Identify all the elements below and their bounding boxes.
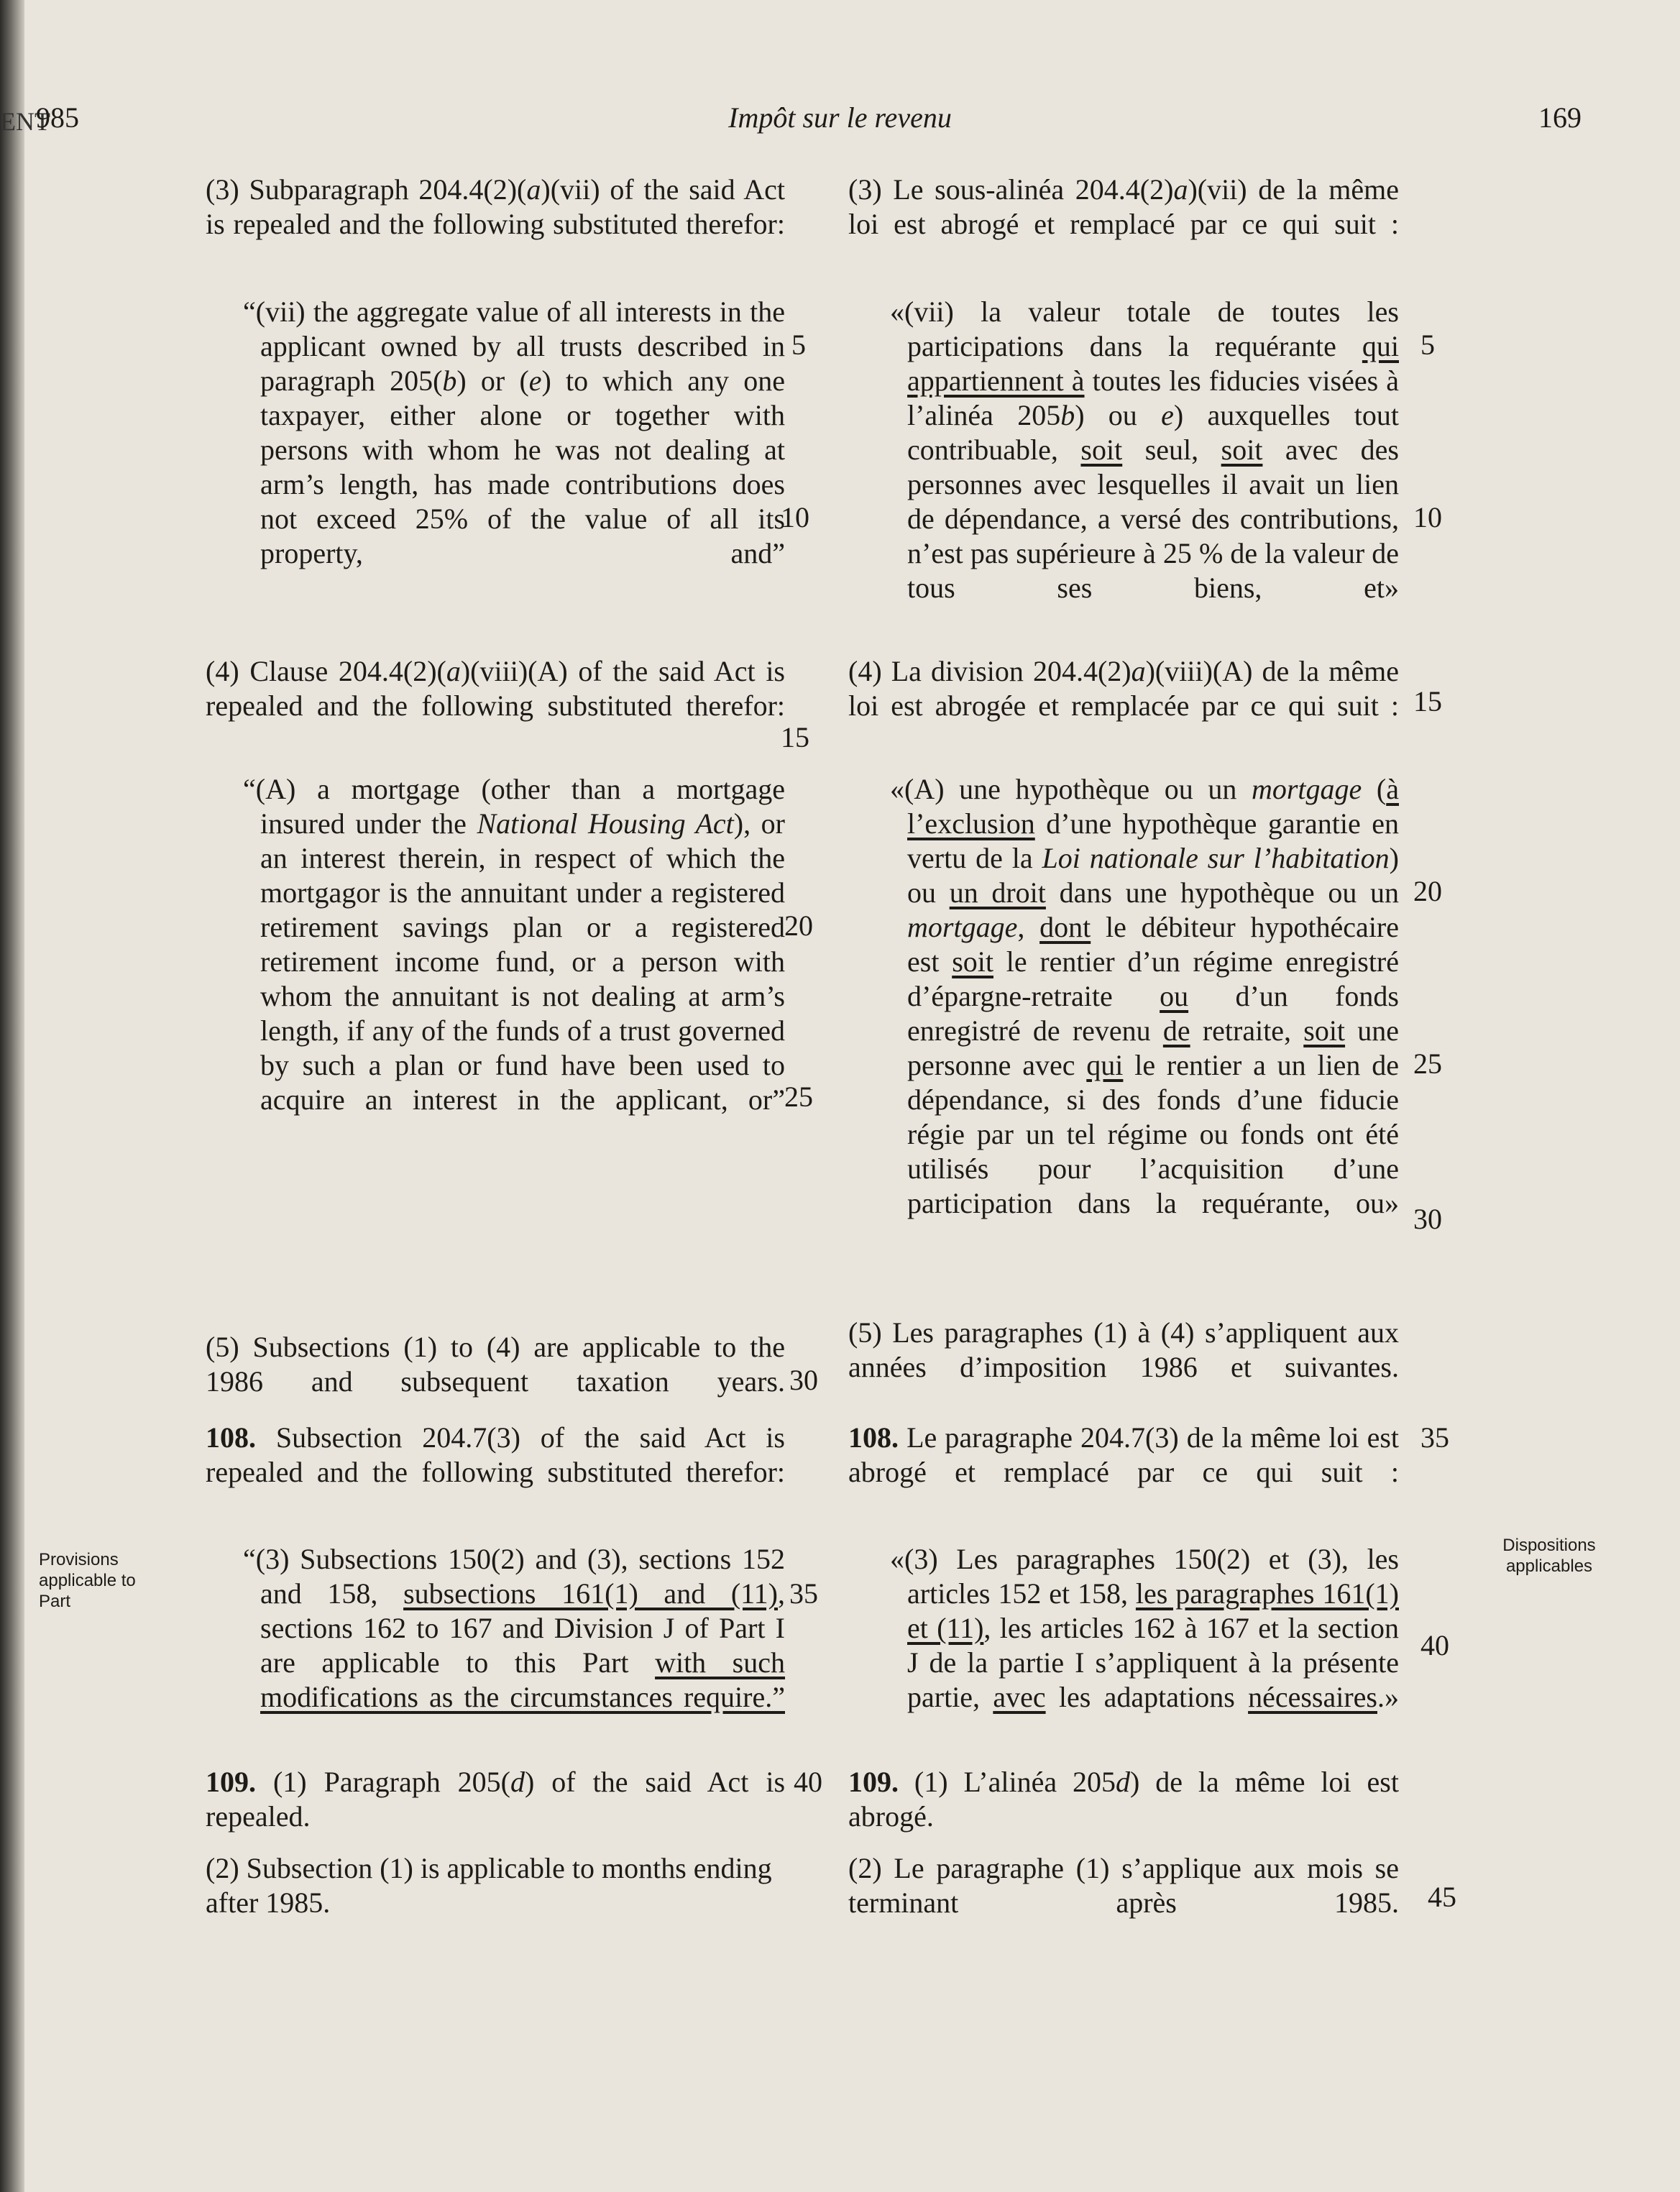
page-edge-mark: ΕΝΤ: [0, 107, 50, 136]
fr-s3-quote: «(vii) la valeur totale de toutes les participations dans la requérante qui appartiennent à toutes les fiducies visées à l’alinéa 205b) ou e) auxquelles tout contribuable, soit seul, soit avec des personnes avec lesquelles il avait un lien de dépendance, a versé des contributions, n’est pas supérieure à 25 % de la valeur de tous ses biens, et»: [890, 295, 1400, 604]
en-line-number-40: 40: [794, 1766, 822, 1798]
page-title: Impôt sur le revenu: [728, 101, 952, 134]
en-s108: 108. Subsection 204.7(3) of the said Act is repealed and the following substituted therefor:: [206, 1421, 785, 1488]
en-line-number-10: 10: [781, 501, 809, 533]
fr-s3: (3) Le sous-alinéa 204.4(2)a)(vii) de la même loi est abrogé et remplacé par ce qui suit :: [848, 173, 1399, 240]
fr-s108-number: 108.: [848, 1421, 899, 1454]
fr-line-number-40: 40: [1420, 1629, 1449, 1661]
fr-s108-quote: «(3) Les paragraphes 150(2) et (3), les articles 152 et 158, les paragraphes 161(1) et (11), les articles 162 à 167 et la section J de la partie I s’appliquent à la présente partie, avec les adaptations nécessaires.»: [890, 1543, 1399, 1713]
fr-s108: 108. Le paragraphe 204.7(3) de la même loi est abrogé et remplacé par ce qui suit :: [848, 1421, 1399, 1488]
en-line-number-35: 35: [789, 1577, 818, 1610]
en-line-number-25: 25: [784, 1081, 813, 1113]
en-s109: 109. (1) Paragraph 205(d) of the said Act is repealed.: [206, 1766, 786, 1833]
fr-s109: 109. (1) L’alinéa 205d) de la même loi est abrogé.: [848, 1766, 1399, 1833]
fr-s5: (5) Les paragraphes (1) à (4) s’appliquent aux années d’imposition 1986 et suivantes.: [848, 1316, 1399, 1383]
en-s3-quote: “(vii) the aggregate value of all interests in the applicant owned by all trusts described in paragraph 205(b) or (e) to which any one taxpayer, either alone or together with persons with whom he was not dealing at arm’s length, has made contributions does not exceed 25% of the value of all its property, and”: [243, 295, 785, 569]
en-s108-quote: “(3) Subsections 150(2) and (3), sections 152 and 158, subsections 161(1) and (11), sections 162 to 167 and Division J of Part I are applicable to this Part with such modifications as the circumstances require.”: [243, 1543, 786, 1713]
book-binding-shadow: [0, 0, 24, 2192]
en-line-number-20: 20: [784, 909, 813, 942]
fr-s109-number: 109.: [848, 1766, 899, 1798]
fr-line-number-45: 45: [1428, 1881, 1456, 1913]
fr-s109-2: (2) Le paragraphe (1) s’applique aux mois se terminant après 1985.: [848, 1852, 1399, 1919]
en-line-number-30: 30: [789, 1364, 818, 1396]
page-number: 169: [1538, 101, 1582, 134]
en-s109-2: (2) Subsection (1) is applicable to months ending after 1985.: [206, 1852, 772, 1919]
fr-line-number-30: 30: [1413, 1203, 1442, 1235]
fr-line-number-20: 20: [1413, 875, 1442, 907]
en-s108-number: 108.: [206, 1421, 256, 1454]
fr-line-number-15: 15: [1413, 685, 1442, 717]
header-year: 985: [36, 101, 79, 134]
margin-note-provisions: Provisions applicable to Part: [39, 1550, 136, 1611]
margin-note-dispositions: Dispositions applicables: [1502, 1536, 1596, 1576]
en-line-number-15: 15: [781, 721, 809, 753]
en-s3: (3) Subparagraph 204.4(2)(a)(vii) of the said Act is repealed and the following substituted therefor:: [206, 173, 786, 240]
en-line-number-5: 5: [791, 329, 806, 361]
en-s4: (4) Clause 204.4(2)(a)(viii)(A) of the said Act is repealed and the following substituted therefor:: [206, 655, 785, 722]
en-s4-quote: “(A) a mortgage (other than a mortgage insured under the National Housing Act), or an interest therein, in respect of which the mortgagor is the annuitant under a registered retirement savings plan or a registered retirement income fund, or a person with whom the annuitant is not dealing at arm’s length, if any of the funds of a trust governed by such a plan or fund have been used to acquire an interest in the applicant, or”: [243, 773, 785, 1116]
fr-line-number-25: 25: [1413, 1047, 1442, 1080]
fr-line-number-5: 5: [1420, 329, 1435, 361]
fr-s4-quote: «(A) une hypothèque ou un mortgage (à l’exclusion d’une hypothèque garantie en vertu de la Loi nationale sur l’habitation) ou un droit dans une hypothèque ou un mortgage, dont le débiteur hypothécaire est soit le rentier d’un régime enregistré d’épargne-retraite ou d’un fonds enregistré de revenu de retraite, soit une personne avec qui le rentier a un lien de dépendance, si des fonds d’une fiducie régie par un tel régime ou fonds ont été utilisés pour l’acquisition d’une participation dans la requérante, ou»: [890, 773, 1400, 1219]
fr-line-number-10: 10: [1413, 501, 1442, 533]
en-s5: (5) Subsections (1) to (4) are applicable to the 1986 and subsequent taxation years.: [206, 1331, 785, 1398]
fr-line-number-35: 35: [1420, 1421, 1449, 1454]
en-s109-number: 109.: [206, 1766, 256, 1798]
fr-s4: (4) La division 204.4(2)a)(viii)(A) de la même loi est abrogée et remplacée par ce qui suit :: [848, 655, 1399, 722]
